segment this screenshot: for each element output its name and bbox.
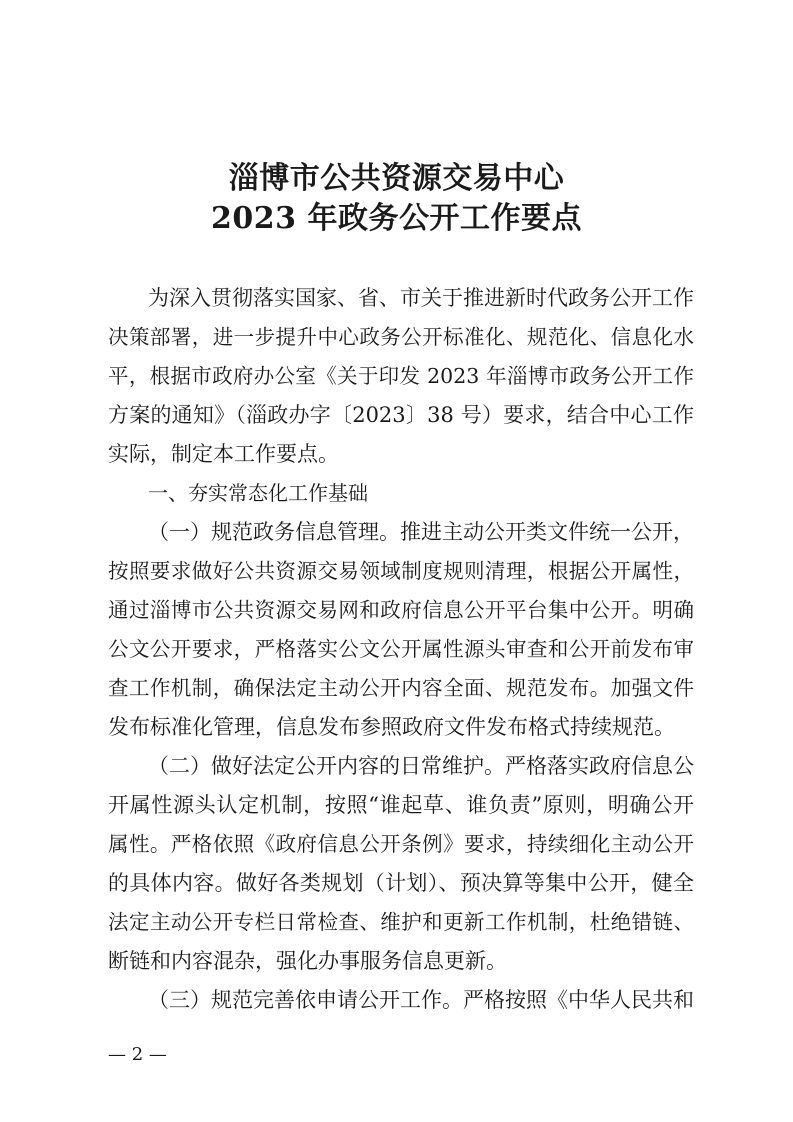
paragraph-text: 平，根据市政府办公室《关于印发 2023 年淄博市政务公开工作	[108, 364, 694, 388]
paragraph-text: 按照要求做好公共资源交易领域制度规则清理，根据公开属性，	[108, 559, 694, 583]
paragraph-text: 开属性源头认定机制，按照“谁起草、谁负责”原则，明确公开	[108, 793, 694, 817]
paragraph-text: 法定主动公开专栏日常检查、维护和更新工作机制，杜绝错链、	[108, 910, 694, 934]
paragraph-text: 为深入贯彻落实国家、省、市关于推进新时代政务公开工作	[148, 286, 694, 310]
section-heading: 一、夯实常态化工作基础	[148, 481, 368, 505]
document-title-line2: 2023 年政务公开工作要点	[211, 201, 582, 236]
paragraph-text: （一）规范政务信息管理。推进主动公开类文件统一公开，	[148, 520, 694, 544]
paragraph-text: 通过淄博市公共资源交易网和政府信息公开平台集中公开。明确	[108, 598, 694, 622]
document-title-line1: 淄博市公共资源交易中心	[228, 161, 565, 196]
paragraph-text: 属性。严格依照《政府信息公开条例》要求，持续细化主动公开	[108, 832, 694, 856]
paragraph-text: 断链和内容混杂，强化办事服务信息更新。	[108, 949, 507, 973]
page-number: — 2 —	[108, 1044, 167, 1065]
paragraph-text: 决策部署，进一步提升中心政务公开标准化、规范化、信息化水	[108, 325, 694, 349]
paragraph-text: 查工作机制，确保法定主动公开内容全面、规范发布。加强文件	[108, 676, 694, 700]
paragraph-text: 公文公开要求，严格落实公文公开属性源头审查和公开前发布审	[108, 637, 694, 661]
paragraph-text: （三）规范完善依申请公开工作。严格按照《中华人民共和	[148, 988, 694, 1012]
paragraph-text: 的具体内容。做好各类规划（计划）、预决算等集中公开，健全	[108, 871, 694, 895]
paragraph-text: （二）做好法定公开内容的日常维护。严格落实政府信息公	[148, 754, 694, 778]
paragraph-text: 发布标准化管理，信息发布参照政府文件发布格式持续规范。	[108, 715, 675, 739]
paragraph-text: 实际，制定本工作要点。	[108, 442, 339, 466]
paragraph-text: 方案的通知》（淄政办字〔2023〕38 号）要求，结合中心工作	[108, 403, 694, 427]
